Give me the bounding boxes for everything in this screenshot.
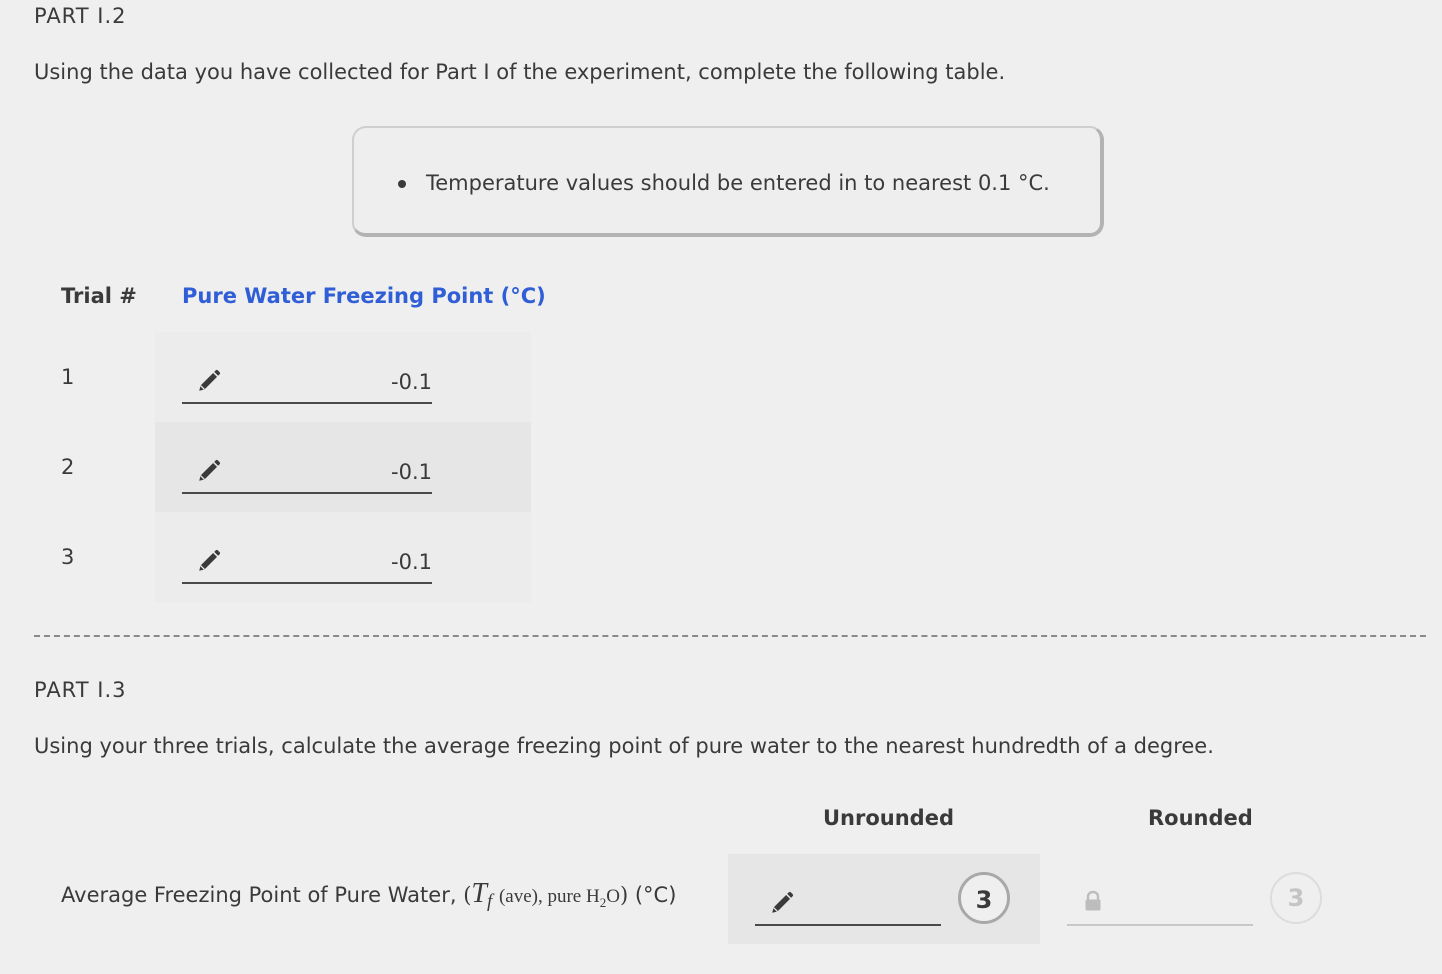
average-freezing-point-label: Average Freezing Point of Pure Water, ($T_f$ (ave), pure $H_2O$) (°C) [61,878,677,913]
bullet-icon [398,180,406,188]
label-text: Average Freezing Point of Pure Water, [61,883,457,907]
math-qualifier: (ave), pure H [498,886,600,907]
trial-number: 3 [61,545,75,569]
lock-icon [1081,888,1105,914]
part-1-3-title: PART I.3 [34,678,127,702]
note-box [352,126,1104,237]
field-value: -0.1 [391,550,432,574]
unit-label: (°C) [634,883,677,907]
attempts-remaining-badge-disabled: 3 [1270,872,1322,924]
freezing-point-input[interactable] [182,544,432,584]
col-header-rounded: Rounded [1148,806,1253,830]
part-1-3-instructions: Using your three trials, calculate the average freezing point of pure water to the nearest hundredth of a degree. [34,734,1214,758]
note-text: Temperature values should be entered in to nearest 0.1 °C. [426,171,1050,195]
pencil-icon [769,890,795,916]
math-symbol: T [471,878,487,909]
attempts-remaining-badge: 3 [958,872,1010,924]
freezing-point-input[interactable] [182,454,432,494]
col-header-trial: Trial # [61,284,137,308]
section-divider [34,635,1426,637]
col-header-unrounded: Unrounded [823,806,954,830]
part-1-2-title: PART I.2 [34,4,127,28]
col-header-freezing-point[interactable]: Pure Water Freezing Point (°C) [182,284,546,308]
math-oxygen: O [606,886,620,907]
freezing-point-input[interactable] [182,364,432,404]
unrounded-input[interactable] [755,886,941,926]
math-subscript: f [486,891,493,913]
pencil-icon [196,458,222,484]
part-1-2-instructions: Using the data you have collected for Part I of the experiment, complete the following table. [34,60,1006,84]
trial-number: 1 [61,365,75,389]
rounded-input [1067,886,1253,926]
field-value: -0.1 [391,460,432,484]
pencil-icon [196,368,222,394]
trial-number: 2 [61,455,75,479]
field-value: -0.1 [391,370,432,394]
pencil-icon [196,548,222,574]
math-h2o-subscript: 2 [599,895,607,911]
